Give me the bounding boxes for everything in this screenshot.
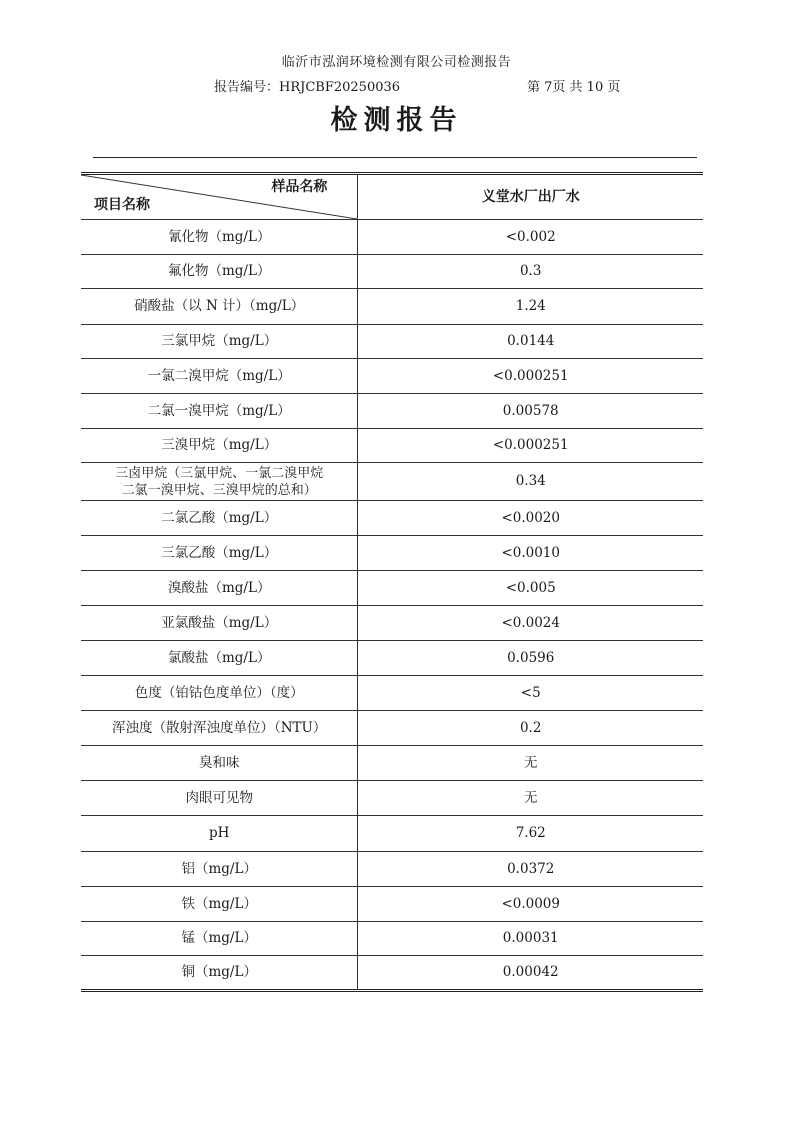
table-row	[81, 429, 703, 463]
item-value: <0.0024	[358, 606, 703, 641]
item-name: 臭和味	[81, 746, 358, 781]
table-row	[81, 571, 703, 606]
item-name: 浑浊度（散射浑浊度单位）（NTU）	[81, 711, 358, 746]
title-divider	[93, 157, 697, 158]
item-name: 铜（mg/L）	[81, 956, 358, 991]
item-value: <0.005	[358, 571, 703, 606]
item-value: 0.3	[358, 255, 703, 289]
item-value: 0.00578	[358, 394, 703, 429]
table-row	[81, 922, 703, 956]
table-row	[81, 536, 703, 571]
item-value: 1.24	[358, 289, 703, 325]
table-row	[81, 781, 703, 816]
item-value: 无	[358, 781, 703, 816]
table-row	[81, 325, 703, 359]
item-name: 三卤甲烷（三氯甲烷、一氯二溴甲烷 二氯一溴甲烷、三溴甲烷的总和）	[81, 463, 358, 501]
table-header-row	[81, 174, 703, 220]
item-value: <0.002	[358, 220, 703, 255]
item-name: 硝酸盐（以 N 计）（mg/L）	[81, 289, 358, 325]
item-name: 铝（mg/L）	[81, 852, 358, 887]
item-value: 0.0144	[358, 325, 703, 359]
item-name: 肉眼可见物	[81, 781, 358, 816]
table-row	[81, 463, 703, 501]
item-name: 一氯二溴甲烷（mg/L）	[81, 359, 358, 394]
item-value: <0.0009	[358, 887, 703, 922]
item-value: 0.00031	[358, 922, 703, 956]
item-value: 0.2	[358, 711, 703, 746]
item-value: <0.0020	[358, 501, 703, 536]
table-row	[81, 711, 703, 746]
table-row	[81, 606, 703, 641]
item-name-header: 项目名称	[94, 197, 150, 213]
sample-name-header: 样品名称	[271, 179, 328, 195]
item-name: 二氯乙酸（mg/L）	[81, 501, 358, 536]
page-info: 第 7页 共 10 页	[527, 80, 621, 95]
table-row	[81, 676, 703, 711]
table-row	[81, 394, 703, 429]
item-name: 二氯一溴甲烷（mg/L）	[81, 394, 358, 429]
item-value: 0.0372	[358, 852, 703, 887]
sample-name-cell	[358, 174, 703, 220]
item-name: 氰化物（mg/L）	[81, 220, 358, 255]
item-name: 氯酸盐（mg/L）	[81, 641, 358, 676]
item-value: <0.0010	[358, 536, 703, 571]
item-name: 三溴甲烷（mg/L）	[81, 429, 358, 463]
table-row	[81, 956, 703, 991]
company-header: 临沂市泓润环境检测有限公司检测报告	[281, 55, 512, 70]
item-value: <0.000251	[358, 429, 703, 463]
page-title: 检测报告	[330, 105, 463, 136]
table-row	[81, 641, 703, 676]
table-row	[81, 220, 703, 255]
item-value: 无	[358, 746, 703, 781]
table-row	[81, 501, 703, 536]
item-name: 亚氯酸盐（mg/L）	[81, 606, 358, 641]
results-table	[81, 172, 703, 992]
item-name: 三氯乙酸（mg/L）	[81, 536, 358, 571]
item-value: 0.34	[358, 463, 703, 501]
item-value: <0.000251	[358, 359, 703, 394]
table-row	[81, 852, 703, 887]
item-name: pH	[81, 816, 358, 852]
item-name: 氟化物（mg/L）	[81, 255, 358, 289]
sample-name: 义堂水厂出厂水	[481, 188, 580, 205]
item-value: 0.0596	[358, 641, 703, 676]
item-name: 色度（铂钴色度单位）（度）	[81, 676, 358, 711]
table-row	[81, 359, 703, 394]
table-row	[81, 816, 703, 852]
item-name: 铁（mg/L）	[81, 887, 358, 922]
item-value: <5	[358, 676, 703, 711]
table-row	[81, 887, 703, 922]
report-number: 报告编号：HRJCBF20250036	[214, 80, 401, 95]
item-value: 0.00042	[358, 956, 703, 991]
table-row	[81, 255, 703, 289]
item-name: 溴酸盐（mg/L）	[81, 571, 358, 606]
table-row	[81, 289, 703, 325]
table-row	[81, 746, 703, 781]
item-name: 三氯甲烷（mg/L）	[81, 325, 358, 359]
item-value: 7.62	[358, 816, 703, 852]
item-name: 锰（mg/L）	[81, 922, 358, 956]
header-diagonal-cell	[81, 174, 358, 220]
